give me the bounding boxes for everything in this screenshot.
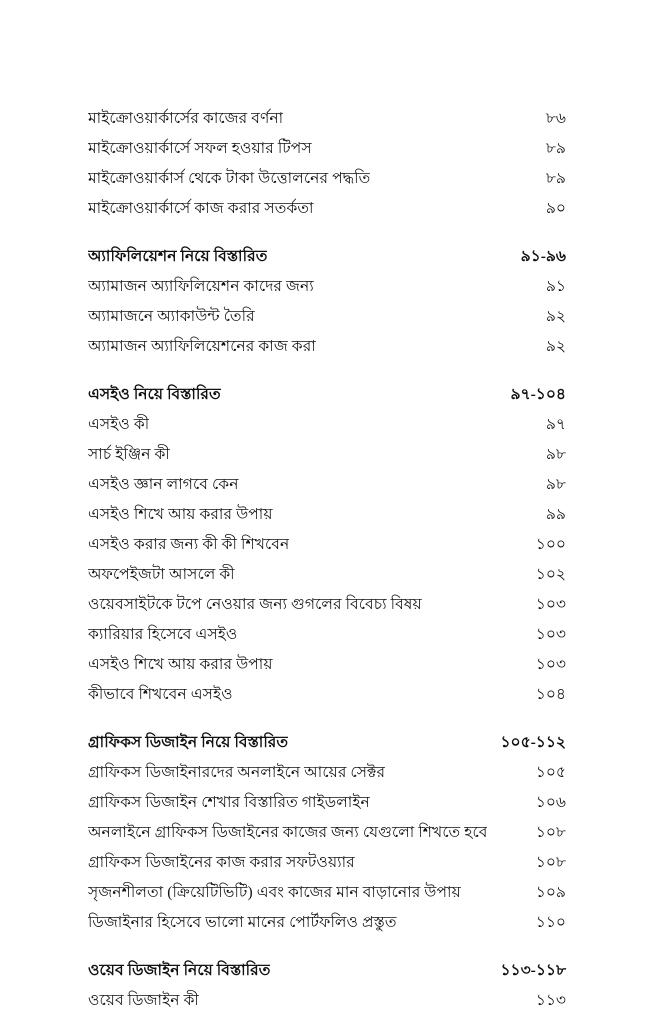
- toc-entry-page-number: ৯০: [545, 200, 566, 217]
- toc-entry-page-number: ৯৭: [545, 416, 566, 433]
- toc-entry-label: সৃজনশীলতা (ক্রিয়েটিভিটি) এবং কাজের মান বাড়ানোর উপায়: [88, 884, 461, 901]
- toc-section: [88, 241, 566, 362]
- toc-entry[interactable]: [88, 908, 566, 938]
- toc-entry[interactable]: [88, 134, 566, 164]
- toc-section: [88, 727, 566, 938]
- toc-entry[interactable]: [88, 818, 566, 848]
- toc-entry-page-number: ৯৯: [545, 506, 566, 523]
- toc-entry-label: ডিজাইনার হিসেবে ভালো মানের পোর্টফলিও প্রস্তুত: [88, 914, 397, 931]
- toc-entry-page-number: ৯৮: [545, 476, 566, 493]
- toc-entry-page-number: ৮৯: [545, 140, 566, 157]
- toc-section-heading[interactable]: [88, 955, 566, 986]
- toc-entry-page-number: ১০৩: [535, 626, 566, 643]
- toc-entry-label: মাইক্রোওয়ার্কার্স থেকে টাকা উত্তোলনের পদ্ধতি: [88, 170, 371, 187]
- toc-entry[interactable]: [88, 164, 566, 194]
- toc-entry-page-number: ১১৩: [535, 992, 566, 1009]
- toc-heading-page-number: ৯১-৯৬: [520, 248, 566, 265]
- toc-entry[interactable]: [88, 194, 566, 224]
- toc-entry-label: এসইও করার জন্য কী কী শিখবেন: [88, 536, 290, 553]
- toc-entry-page-number: ৮৯: [545, 170, 566, 187]
- toc-entry[interactable]: [88, 530, 566, 560]
- toc-entry-label: অনলাইনে গ্রাফিকস ডিজাইনের কাজের জন্য যেগুলো শিখতে হবে: [88, 824, 488, 841]
- toc-entry-label: কীভাবে শিখবেন এসইও: [88, 686, 233, 703]
- toc-entry-page-number: ১০৩: [535, 656, 566, 673]
- toc-heading-page-number: ১১৩-১১৮: [500, 962, 566, 979]
- toc-entry[interactable]: [88, 302, 566, 332]
- toc-entry[interactable]: [88, 440, 566, 470]
- toc-entry[interactable]: [88, 620, 566, 650]
- toc-entry-label: অ্যামাজন অ্যাফিলিয়েশন কাদের জন্য: [88, 278, 314, 295]
- toc-entry[interactable]: [88, 878, 566, 908]
- toc-entry-page-number: ১০৮: [535, 824, 566, 841]
- toc-section: [88, 955, 566, 1016]
- toc-section-heading[interactable]: [88, 379, 566, 410]
- toc-entry-label: ওয়েব ডিজাইন কী: [88, 992, 199, 1009]
- toc-heading-label: গ্রাফিকস ডিজাইন নিয়ে বিস্তারিত: [88, 734, 289, 751]
- toc-entry[interactable]: [88, 470, 566, 500]
- toc-entry-page-number: ১০০: [535, 536, 566, 553]
- toc-heading-label: ওয়েব ডিজাইন নিয়ে বিস্তারিত: [88, 962, 271, 979]
- toc-entry-label: এসইও শিখে আয় করার উপায়: [88, 506, 273, 523]
- toc-entry[interactable]: [88, 788, 566, 818]
- toc-entry-label: অফপেইজটা আসলে কী: [88, 566, 235, 583]
- toc-heading-label: এসইও নিয়ে বিস্তারিত: [88, 386, 221, 403]
- toc-entry[interactable]: [88, 848, 566, 878]
- toc-entry-label: সার্চ ইঞ্জিন কী: [88, 446, 170, 463]
- toc-entry-page-number: ৯২: [545, 338, 566, 355]
- toc-heading-label: অ্যাফিলিয়েশন নিয়ে বিস্তারিত: [88, 248, 268, 265]
- table-of-contents: [88, 104, 566, 1016]
- toc-entry[interactable]: [88, 410, 566, 440]
- toc-entry-page-number: ৮৬: [545, 110, 566, 127]
- toc-entry[interactable]: [88, 332, 566, 362]
- toc-entry-label: এসইও শিখে আয় করার উপায়: [88, 656, 273, 673]
- toc-entry[interactable]: [88, 758, 566, 788]
- toc-entry-label: গ্রাফিকস ডিজাইন শেখার বিস্তারিত গাইডলাইন: [88, 794, 370, 811]
- toc-section: [88, 104, 566, 224]
- toc-entry-label: অ্যামাজন অ্যাফিলিয়েশনের কাজ করা: [88, 338, 316, 355]
- toc-entry-label: মাইক্রোওয়ার্কার্সে সফল হওয়ার টিপস: [88, 140, 312, 157]
- toc-entry-page-number: ৯২: [545, 308, 566, 325]
- toc-section-heading[interactable]: [88, 727, 566, 758]
- toc-heading-page-number: ৯৭-১০৪: [510, 386, 566, 403]
- toc-section-heading[interactable]: [88, 241, 566, 272]
- toc-entry[interactable]: [88, 680, 566, 710]
- toc-entry-label: মাইক্রোওয়ার্কার্সে কাজ করার সতর্কতা: [88, 200, 314, 217]
- toc-entry[interactable]: [88, 560, 566, 590]
- toc-entry[interactable]: [88, 104, 566, 134]
- toc-entry-page-number: ১০৮: [535, 854, 566, 871]
- toc-entry-page-number: ১০৪: [535, 686, 566, 703]
- toc-entry-label: এসইও কী: [88, 416, 150, 433]
- toc-entry-page-number: ৯১: [545, 278, 566, 295]
- toc-entry-label: মাইক্রোওয়ার্কার্সের কাজের বর্ণনা: [88, 110, 284, 127]
- toc-entry-label: গ্রাফিকস ডিজাইনারদের অনলাইনে আয়ের সেক্টর: [88, 764, 386, 781]
- toc-entry-page-number: ৯৮: [545, 446, 566, 463]
- toc-section: [88, 379, 566, 710]
- toc-entry-page-number: ১১০: [535, 914, 566, 931]
- toc-entry[interactable]: [88, 986, 566, 1016]
- toc-entry[interactable]: [88, 500, 566, 530]
- toc-entry-page-number: ১০২: [535, 566, 566, 583]
- toc-entry-page-number: ১০৬: [535, 794, 566, 811]
- toc-entry[interactable]: [88, 272, 566, 302]
- toc-entry[interactable]: [88, 650, 566, 680]
- toc-heading-page-number: ১০৫-১১২: [500, 734, 566, 751]
- toc-entry-page-number: ১০৩: [535, 596, 566, 613]
- toc-entry-label: অ্যামাজনে অ্যাকাউন্ট তৈরি: [88, 308, 255, 325]
- toc-entry-label: ক্যারিয়ার হিসেবে এসইও: [88, 626, 238, 643]
- toc-entry[interactable]: [88, 590, 566, 620]
- toc-entry-page-number: ১০৯: [535, 884, 566, 901]
- toc-entry-label: গ্রাফিকস ডিজাইনের কাজ করার সফটওয়্যার: [88, 854, 355, 871]
- toc-entry-page-number: ১০৫: [535, 764, 566, 781]
- toc-entry-label: এসইও জ্ঞান লাগবে কেন: [88, 476, 239, 493]
- toc-entry-label: ওয়েবসাইটকে টপে নেওয়ার জন্য গুগলের বিবেচ্য বিষয়: [88, 596, 422, 613]
